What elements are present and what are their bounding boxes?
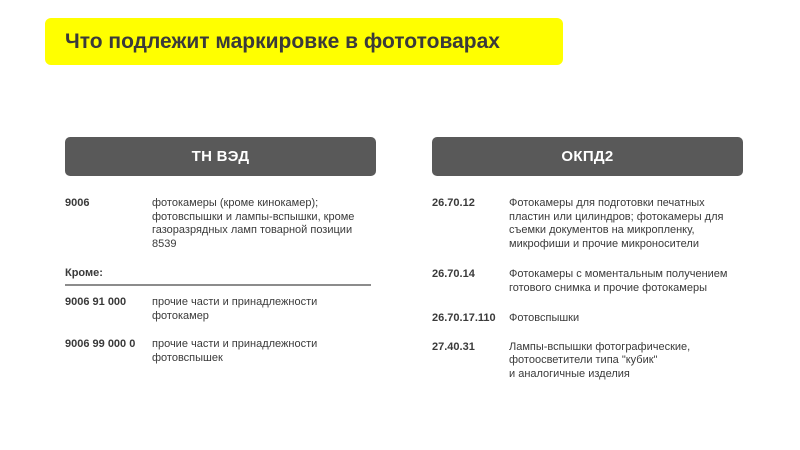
tnved-header: ТН ВЭД	[65, 137, 376, 176]
row-description	[509, 341, 748, 382]
row-description	[509, 197, 748, 251]
row-code: 26.70.14	[432, 268, 475, 280]
desc-line: готового снимка и прочие фотокамеры	[509, 281, 708, 294]
desc-line: фотокамер	[152, 309, 209, 322]
desc-line: фотовспышки и лампы-вспышки, кроме	[152, 210, 355, 223]
page-title: Что подлежит маркировке в фототоварах	[65, 29, 500, 53]
desc-line: фотоосветители типа "кубик"	[509, 354, 658, 366]
row-code: 9006 99 000 0	[65, 338, 136, 350]
row-code: 26.70.17.110	[432, 312, 496, 324]
okpd2-header: ОКПД2	[432, 137, 743, 176]
row-description	[509, 268, 748, 295]
table-row	[65, 338, 371, 365]
row-description	[152, 197, 371, 251]
desc-line: 8539	[152, 237, 177, 250]
okpd2-table	[432, 197, 748, 381]
desc-line: Фотокамеры для подготовки печатных	[509, 197, 705, 209]
desc-line: Фотокамеры с моментальным получением	[509, 268, 728, 280]
row-code: 9006	[65, 197, 90, 209]
desc-line: Фотовспышки	[509, 312, 580, 324]
row-code: 9006 91 000	[65, 296, 127, 308]
row-code: 27.40.31	[432, 340, 475, 353]
table-row	[432, 197, 748, 251]
desc-line: Лампы-вспышки фотографические,	[509, 340, 691, 353]
row-description	[152, 338, 371, 365]
title-banner	[45, 18, 563, 65]
except-label: Кроме:	[65, 267, 371, 286]
desc-line: пластин или цилиндров; фотокамеры для	[509, 210, 724, 223]
table-row	[432, 341, 748, 382]
row-code: 26.70.12	[432, 197, 475, 209]
table-row	[65, 296, 371, 323]
tnved-table	[65, 197, 371, 365]
desc-line: прочие части и принадлежности	[152, 338, 318, 350]
desc-line: фотовспышек	[152, 351, 223, 364]
row-description	[152, 296, 371, 323]
table-row	[432, 312, 748, 326]
desc-line: микрофиши и прочие микроносители	[509, 237, 699, 250]
desc-line: прочие части и принадлежности	[152, 296, 318, 308]
desc-line: съемки документов на микропленку,	[509, 224, 695, 236]
desc-line: и аналогичные изделия	[509, 367, 630, 380]
table-row	[432, 268, 748, 295]
desc-line: фотокамеры (кроме кинокамер);	[152, 197, 319, 209]
table-row	[65, 197, 371, 251]
desc-line: газоразрядных ламп товарной позиции	[152, 224, 353, 236]
row-description	[509, 312, 748, 326]
